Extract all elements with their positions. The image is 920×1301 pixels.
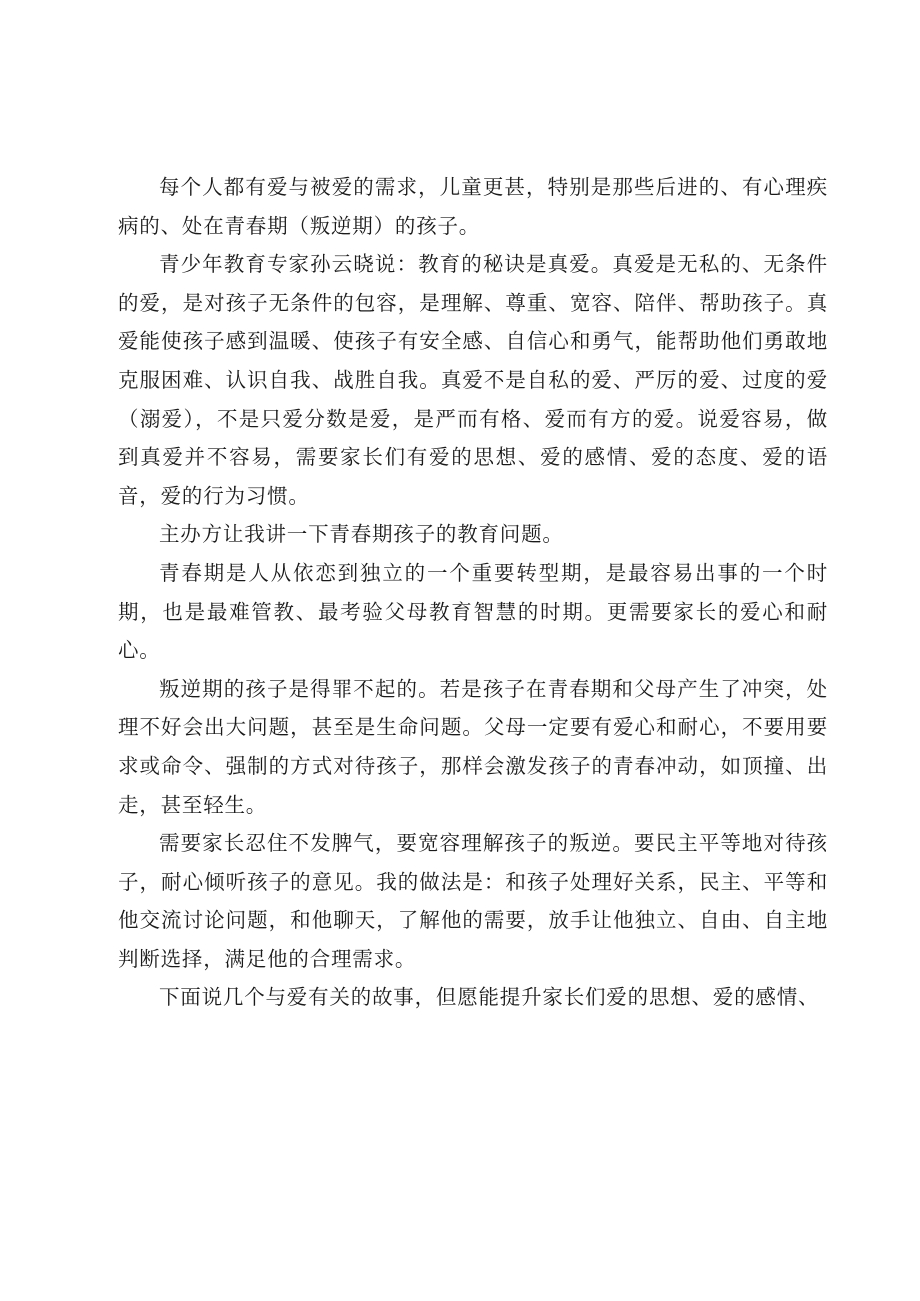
paragraph-adolescence: 青春期是人从依恋到独立的一个重要转型期，是最容易出事的一个时期，也是最难管教、最考验父母教育智慧的时期。更需要家长的爱心和耐心。 [118, 560, 828, 663]
document-body [118, 168, 828, 1017]
paragraph-parent-approach: 需要家长忍住不发脾气，要宽容理解孩子的叛逆。要民主平等地对待孩子，耐心倾听孩子的意见。我的做法是：和孩子处理好关系，民主、平等和他交流讨论问题，和他聊天，了解他的需要，放手让他独立、自由、自主地判断选择，满足他的合理需求。 [118, 831, 828, 971]
paragraph-need-for-love: 每个人都有爱与被爱的需求，儿童更甚，特别是那些后进的、有心理疾病的、处在青春期（叛逆期）的孩子。 [118, 175, 828, 238]
paragraph-true-love: 青少年教育专家孙云晓说：教育的秘诀是真爱。真爱是无私的、无条件的爱，是对孩子无条件的包容，是理解、尊重、宽容、陪伴、帮助孩子。真爱能使孩子感到温暖、使孩子有安全感、自信心和勇气，能帮助他们勇敢地克服困难、认识自我、战胜自我。真爱不是自私的爱、严厉的爱、过度的爱（溺爱），不是只爱分数是爱，是严而有格、爱而有方的爱。说爱容易，做到真爱并不容易，需要家长们有爱的思想、爱的感情、爱的态度、爱的语音，爱的行为习惯。 [118, 252, 828, 508]
paragraph-stories-intro: 下面说几个与爱有关的故事，但愿能提升家长们爱的思想、爱的感情、 [159, 985, 820, 1010]
paragraph-rebellious-period: 叛逆期的孩子是得罪不起的。若是孩子在青春期和父母产生了冲突，处理不好会出大问题，甚至是生命问题。父母一定要有爱心和耐心，不要用要求或命令、强制的方式对待孩子，那样会激发孩子的青春冲动，如顶撞、出走，甚至轻生。 [118, 676, 828, 817]
paragraph-topic-intro: 主办方让我讲一下青春期孩子的教育问题。 [159, 522, 564, 547]
